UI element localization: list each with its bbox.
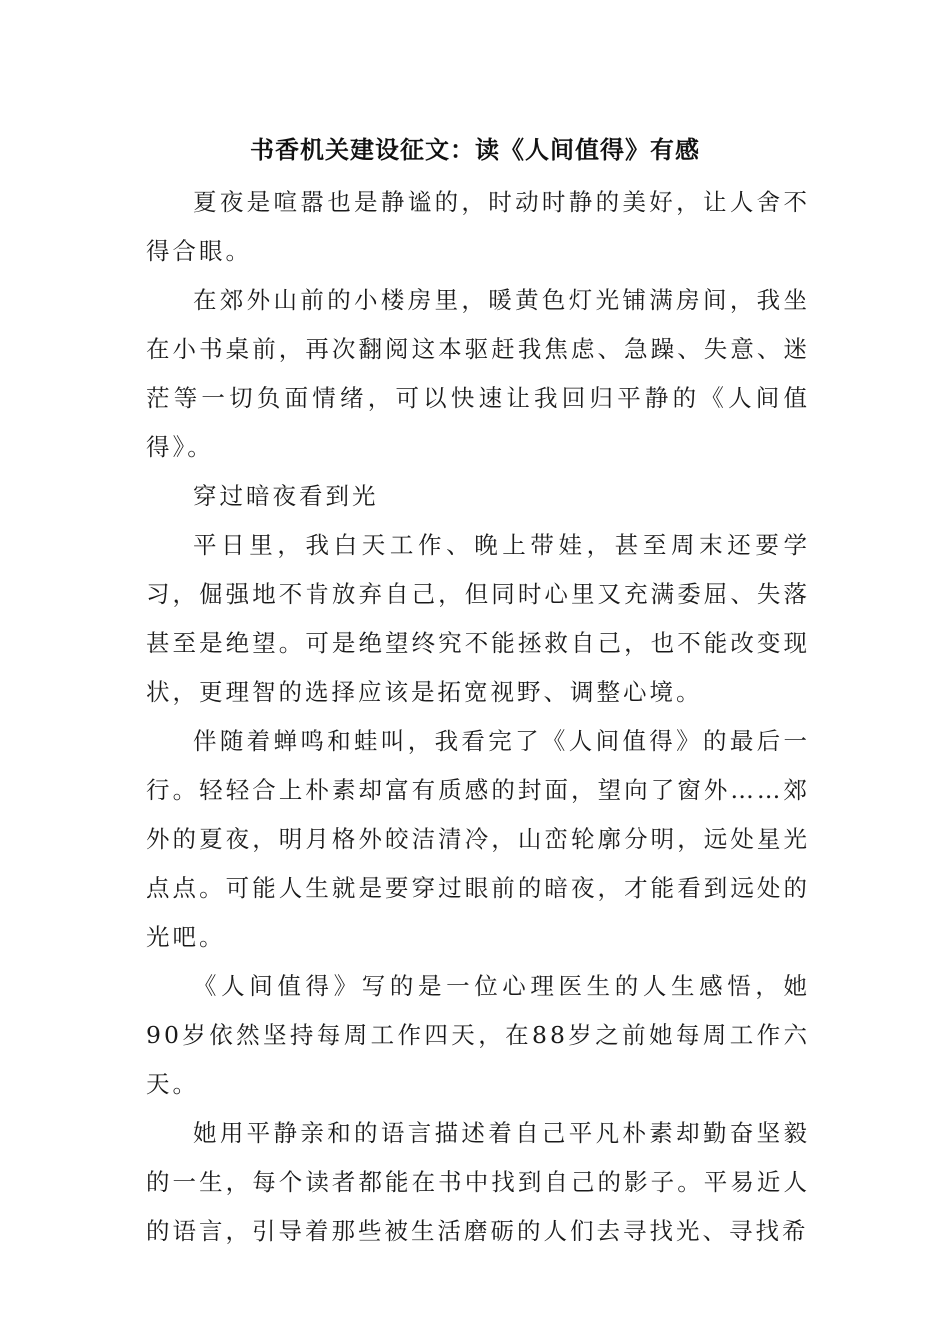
paragraph: 伴随着蝉鸣和蛙叫，我看完了《人间值得》的最后一行。轻轻合上朴素却富有质感的封面，望向了窗外……郊外的夏夜，明月格外皎洁清冷，山峦轮廓分明，远处星光点点。可能人生就是要穿过眼前的暗夜，才能看到远处的光吧。 (146, 727, 810, 951)
paragraph: 平日里，我白天工作、晚上带娃，甚至周末还要学习，倔强地不肯放弃自己，但同时心里又充满委屈、失落甚至是绝望。可是绝望终究不能拯救自己，也不能改变现状，更理智的选择应该是拓宽视野、调整心境。 (146, 531, 810, 706)
paragraph: 她用平静亲和的语言描述着自己平凡朴素却勤奋坚毅的一生，每个读者都能在书中找到自己的影子。平易近人的语言，引导着那些被生活磨砺的人们去寻找光、寻找希 (146, 1119, 810, 1245)
paragraph: 夏夜是喧嚣也是静谧的，时动时静的美好，让人舍不得合眼。 (146, 188, 810, 265)
section-heading: 穿过暗夜看到光 (193, 482, 379, 510)
document-body (146, 178, 810, 1256)
paragraph: 《人间值得》写的是一位心理医生的人生感悟，她90岁依然坚持每周工作四天，在88岁之前她每周工作六天。 (146, 972, 810, 1098)
document-title: 书香机关建设征文：读《人间值得》有感 (250, 135, 700, 164)
paragraph: 在郊外山前的小楼房里，暖黄色灯光铺满房间，我坐在小书桌前，再次翻阅这本驱赶我焦虑、急躁、失意、迷茫等一切负面情绪，可以快速让我回归平静的《人间值得》。 (146, 286, 810, 461)
